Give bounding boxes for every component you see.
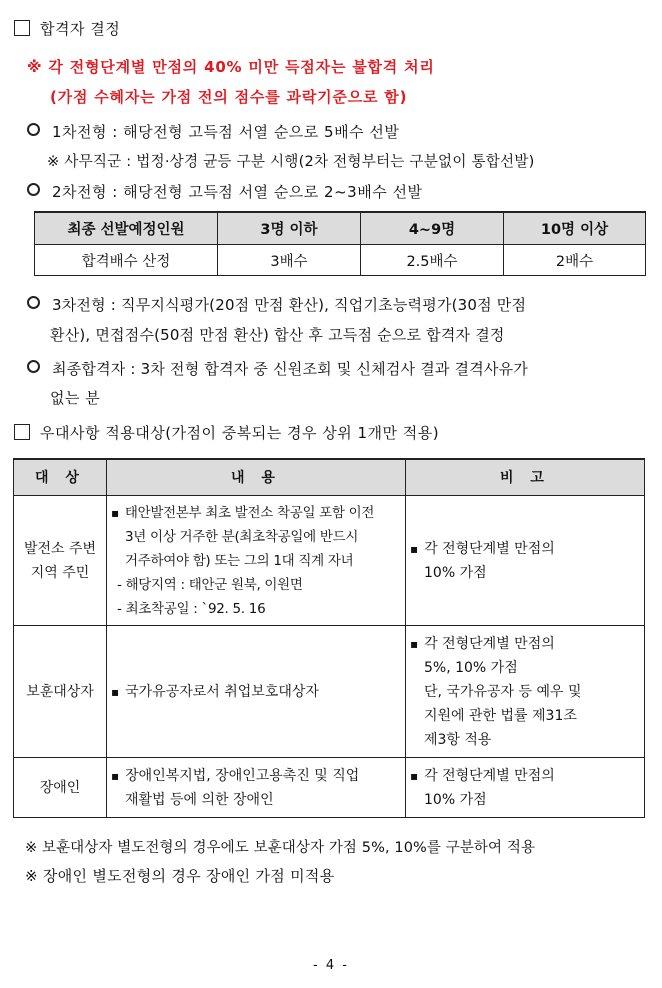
preference-table bbox=[13, 458, 645, 818]
circle-bullet-icon bbox=[27, 360, 40, 373]
stage1-note: ※ 사무직군 : 법정·상경 균등 구분 시행(2차 전형부터는 구분없이 통합선발) bbox=[47, 153, 535, 170]
stage3-item: 3차전형 : 직무지식평가(20점 만점 환산), 직업기초능력평가(30점 만점 bbox=[27, 294, 526, 315]
target-cell: 장애인 bbox=[14, 758, 107, 818]
table-header-row bbox=[14, 459, 645, 496]
fail-criteria-notice: ※ 각 전형단계별 만점의 40% 미만 득점자는 불합격 처리 bbox=[27, 58, 435, 76]
bonus-criteria-notice: (가점 수혜자는 가점 전의 점수를 과락기준으로 함) bbox=[50, 88, 408, 106]
stage1-item: 1차전형 : 해당전형 고득점 서열 순으로 5배수 선발 bbox=[27, 121, 399, 142]
table-cell: 합격배수 산정 bbox=[35, 245, 218, 276]
circle-bullet-icon bbox=[27, 123, 40, 136]
table-header-cell: 4~9명 bbox=[361, 212, 504, 245]
note-cell: ▪ 각 전형단계별 만점의 10% 가점 bbox=[406, 496, 645, 626]
note-cell: ▪ 각 전형단계별 만점의 10% 가점 bbox=[406, 758, 645, 818]
content-cell: ▪ 태안발전본부 최초 발전소 착공일 포함 이전 3년 이상 거주한 분(최초착공일에 반드시 거주하여야 함) 또는 그의 1대 직계 자녀 - 해당지역 : 태안군 원북, 이원면 - 최초착공일 : `92. 5. 16 bbox=[107, 496, 406, 626]
note-cell: ▪ 각 전형단계별 만점의 5%, 10% 가점 단, 국가유공자 등 예우 및 지원에 관한 법률 제31조 제3항 적용 bbox=[406, 626, 645, 758]
checkbox-square-icon bbox=[14, 424, 30, 440]
table-row bbox=[14, 626, 645, 758]
table-header-cell: 10명 이상 bbox=[504, 212, 646, 245]
content-cell: ▪ 국가유공자로서 취업보호대상자 bbox=[107, 626, 406, 758]
footnote-disabled: ※ 장애인 별도전형의 경우 장애인 가점 미적용 bbox=[25, 867, 335, 885]
table-row bbox=[14, 496, 645, 626]
section2-heading: 우대사항 적용대상(가점이 중복되는 경우 상위 1개만 적용) bbox=[14, 422, 439, 443]
target-cell: 발전소 주변 지역 주민 bbox=[14, 496, 107, 626]
final-pass-item: 최종합격자 : 3차 전형 합격자 중 신원조회 및 신체검사 결과 결격사유가 bbox=[27, 358, 528, 379]
table-row bbox=[14, 758, 645, 818]
multiplier-table bbox=[34, 211, 646, 276]
table-cell: 3배수 bbox=[218, 245, 361, 276]
table-header-row bbox=[35, 212, 646, 245]
stage2-item: 2차전형 : 해당전형 고득점 서열 순으로 2~3배수 선발 bbox=[27, 181, 422, 202]
checkbox-square-icon bbox=[14, 20, 30, 36]
target-cell: 보훈대상자 bbox=[14, 626, 107, 758]
circle-bullet-icon bbox=[27, 296, 40, 309]
table-row bbox=[35, 245, 646, 276]
footnote-veterans: ※ 보훈대상자 별도전형의 경우에도 보훈대상자 가점 5%, 10%를 구분하여 적용 bbox=[25, 840, 536, 856]
final-pass-item-cont: 없는 분 bbox=[50, 389, 101, 407]
page-number: - 4 - bbox=[313, 958, 349, 973]
table-header-cell: 내 용 bbox=[107, 459, 406, 496]
table-header-cell: 3명 이하 bbox=[218, 212, 361, 245]
table-cell: 2.5배수 bbox=[361, 245, 504, 276]
table-header-cell: 최종 선발예정인원 bbox=[35, 212, 218, 245]
content-cell: ▪ 장애인복지법, 장애인고용촉진 및 직업 재활법 등에 의한 장애인 bbox=[107, 758, 406, 818]
table-header-cell: 비 고 bbox=[406, 459, 645, 496]
circle-bullet-icon bbox=[27, 183, 40, 196]
section1-heading: 합격자 결정 bbox=[14, 18, 120, 39]
stage3-item-cont: 환산), 면접점수(50점 만점 환산) 합산 후 고득점 순으로 합격자 결정 bbox=[50, 326, 505, 344]
table-cell: 2배수 bbox=[504, 245, 646, 276]
table-header-cell: 대 상 bbox=[14, 459, 107, 496]
